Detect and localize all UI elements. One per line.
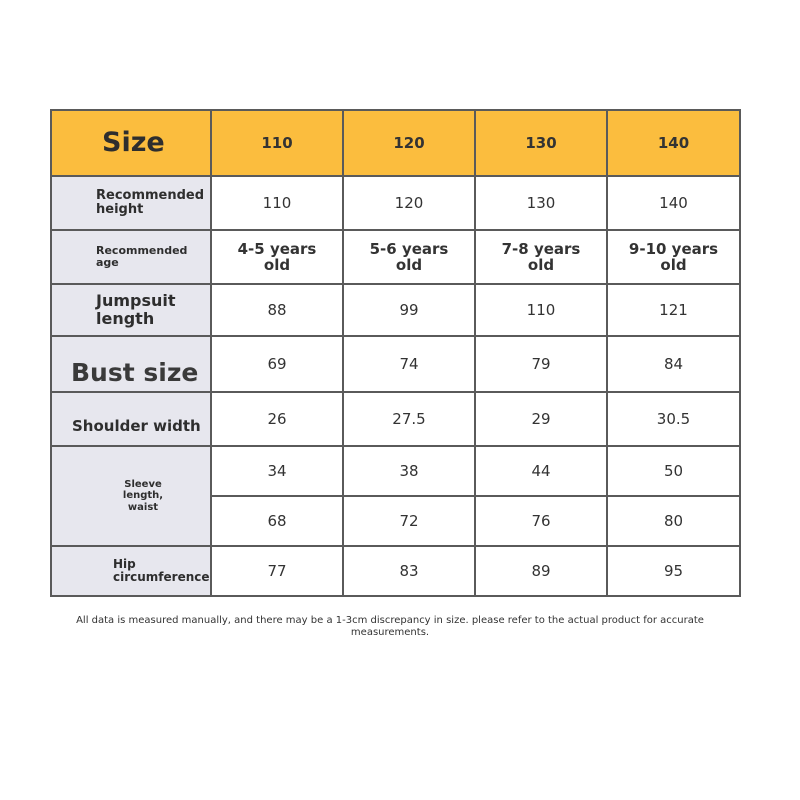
table-cell: 74 xyxy=(343,336,475,392)
header-size-120: 120 xyxy=(343,110,475,176)
row-label-sleeve-length-waist: Sleeve length, waist xyxy=(51,446,211,546)
table-cell: 83 xyxy=(343,546,475,596)
table-cell: 7-8 years old xyxy=(475,230,607,284)
table-cell: 79 xyxy=(475,336,607,392)
header-size-label: Size xyxy=(51,110,211,176)
header-size-110: 110 xyxy=(211,110,343,176)
table-cell: 9-10 years old xyxy=(607,230,740,284)
table-cell: 88 xyxy=(211,284,343,336)
measurement-disclaimer: All data is measured manually, and there may be a 1-3cm discrepancy in size. please refer to the actual product for accurate measurements. xyxy=(76,615,704,638)
row-label-recommended-height: Recommended height xyxy=(51,176,211,230)
table-cell: 80 xyxy=(607,496,740,546)
table-row xyxy=(51,230,740,284)
size-chart-table xyxy=(50,109,741,597)
header-size-140: 140 xyxy=(607,110,740,176)
table-cell: 34 xyxy=(211,446,343,496)
table-row xyxy=(51,176,740,230)
table-cell: 99 xyxy=(343,284,475,336)
table-cell: 120 xyxy=(343,176,475,230)
table-row xyxy=(51,446,740,496)
table-cell: 84 xyxy=(607,336,740,392)
table-cell: 69 xyxy=(211,336,343,392)
table-cell: 50 xyxy=(607,446,740,496)
table-row xyxy=(51,546,740,596)
table-cell: 121 xyxy=(607,284,740,336)
table-cell: 76 xyxy=(475,496,607,546)
row-label-hip-circumference: Hip circumference xyxy=(51,546,211,596)
row-label-bust-size: Bust size xyxy=(51,336,211,392)
header-size-130: 130 xyxy=(475,110,607,176)
table-cell: 95 xyxy=(607,546,740,596)
table-cell: 26 xyxy=(211,392,343,446)
table-cell: 130 xyxy=(475,176,607,230)
table-cell: 30.5 xyxy=(607,392,740,446)
table-cell: 89 xyxy=(475,546,607,596)
table-cell: 4-5 years old xyxy=(211,230,343,284)
table-cell: 68 xyxy=(211,496,343,546)
table-cell: 72 xyxy=(343,496,475,546)
table-cell: 110 xyxy=(211,176,343,230)
table-cell: 44 xyxy=(475,446,607,496)
table-cell: 77 xyxy=(211,546,343,596)
row-label-jumpsuit-length: Jumpsuit length xyxy=(51,284,211,336)
table-cell: 5-6 years old xyxy=(343,230,475,284)
table-cell: 140 xyxy=(607,176,740,230)
table-cell: 29 xyxy=(475,392,607,446)
table-cell: 38 xyxy=(343,446,475,496)
row-label-shoulder-width: Shoulder width xyxy=(51,392,211,446)
row-label-recommended-age: Recommended age xyxy=(51,230,211,284)
table-cell: 27.5 xyxy=(343,392,475,446)
header-row xyxy=(51,110,740,176)
table-cell: 110 xyxy=(475,284,607,336)
table-row xyxy=(51,392,740,446)
table-row xyxy=(51,284,740,336)
table-row xyxy=(51,336,740,392)
